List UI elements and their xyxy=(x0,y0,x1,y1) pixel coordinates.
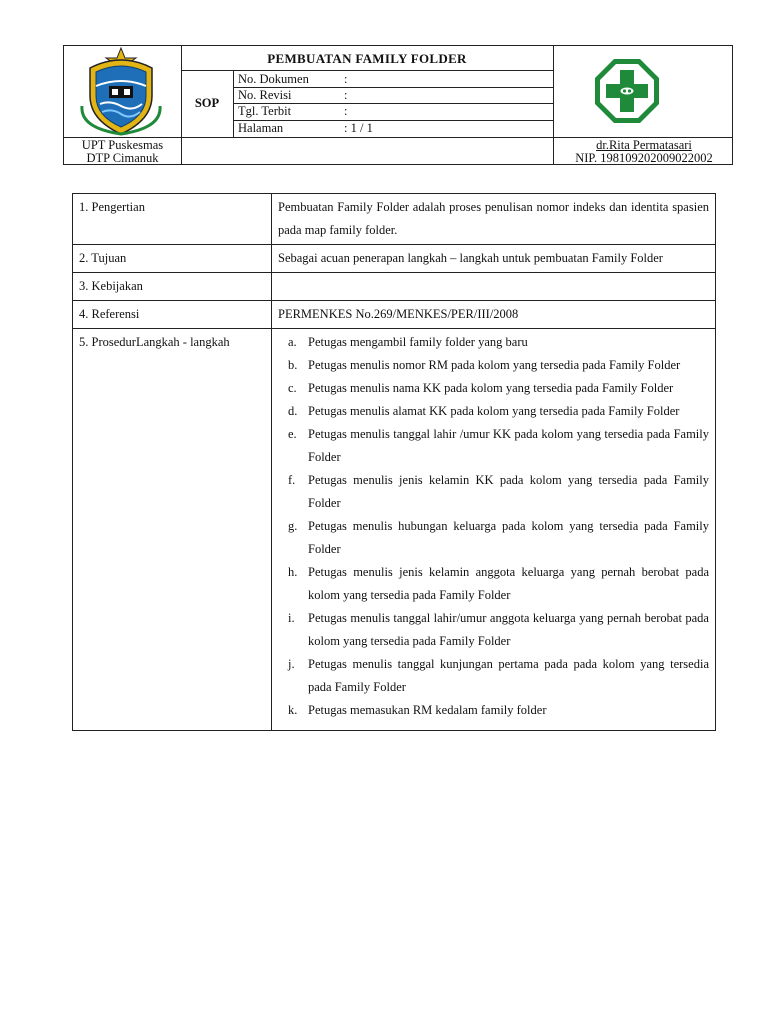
field-label-halaman: Halaman xyxy=(238,121,284,135)
field-label-dokumen: No. Dokumen xyxy=(238,72,309,86)
list-item: k. Petugas memasukan RM kedalam family folder xyxy=(288,703,547,717)
list-item: g. Petugas menulis hubungan keluarga pada kolom yang tersedia pada Family Folder xyxy=(288,519,709,556)
signer-nip: NIP. 198109202009022002 xyxy=(575,151,713,165)
field-value-halaman: : 1 / 1 xyxy=(344,121,373,135)
list-item: j. Petugas menulis tanggal kunjungan pertama pada pada kolom yang tersedia pada Family Folder xyxy=(288,657,709,694)
section-content xyxy=(272,273,716,301)
list-item: f. Petugas menulis jenis kelamin KK pada kolom yang tersedia pada Family Folder xyxy=(288,473,709,510)
field-label-terbit: Tgl. Terbit xyxy=(238,104,292,118)
field-label-revisi: No. Revisi xyxy=(238,88,292,102)
table-row xyxy=(73,273,716,301)
health-cross-icon xyxy=(594,58,660,124)
section-label: 5. ProsedurLangkah - langkah xyxy=(73,329,272,731)
field-value-revisi: : xyxy=(344,88,348,102)
sop-header xyxy=(63,45,733,165)
list-item: i. Petugas menulis tanggal lahir/umur anggota keluarga yang pernah berobat pada kolom yang tersedia pada Family Folder xyxy=(288,611,709,648)
sop-content-table xyxy=(72,193,716,731)
regency-emblem-icon xyxy=(76,46,166,136)
list-item: h. Petugas menulis jenis kelamin anggota keluarga yang pernah berobat pada kolom yang tersedia pada Family Folder xyxy=(288,565,709,602)
list-item: a. Petugas mengambil family folder yang baru xyxy=(288,335,528,349)
section-label: 2. Tujuan xyxy=(73,245,272,273)
field-value-terbit: : xyxy=(344,104,348,118)
list-item: d. Petugas menulis alamat KK pada kolom yang tersedia pada Family Folder xyxy=(288,404,680,418)
sop-label: SOP xyxy=(194,96,220,110)
list-item: e. Petugas menulis tanggal lahir /umur KK pada kolom yang tersedia pada Family Folder xyxy=(288,427,709,464)
section-label: 3. Kebijakan xyxy=(73,273,272,301)
signer-name: dr.Rita Permatasari xyxy=(596,138,692,152)
procedure-steps-cell xyxy=(272,329,716,731)
org-name-line1: UPT Puskesmas xyxy=(81,138,164,152)
section-content: Pembuatan Family Folder adalah proses penulisan nomor indeks dan identita spasien pada map family folder. xyxy=(272,194,716,245)
org-name-line2: DTP Cimanuk xyxy=(86,151,159,165)
table-row xyxy=(73,301,716,329)
document-title: PEMBUATAN FAMILY FOLDER xyxy=(267,51,467,66)
list-item: c. Petugas menulis nama KK pada kolom yang tersedia pada Family Folder xyxy=(288,381,674,395)
table-row xyxy=(73,329,716,731)
section-content: Sebagai acuan penerapan langkah – langkah untuk pembuatan Family Folder xyxy=(272,245,716,273)
table-row xyxy=(73,245,716,273)
section-content: PERMENKES No.269/MENKES/PER/III/2008 xyxy=(272,301,716,329)
procedure-steps xyxy=(278,331,709,722)
field-value-dokumen: : xyxy=(344,72,348,86)
list-item: b. Petugas menulis nomor RM pada kolom yang tersedia pada Family Folder xyxy=(288,358,681,372)
section-label: 4. Referensi xyxy=(73,301,272,329)
table-row xyxy=(73,194,716,245)
section-label: 1. Pengertian xyxy=(73,194,272,245)
